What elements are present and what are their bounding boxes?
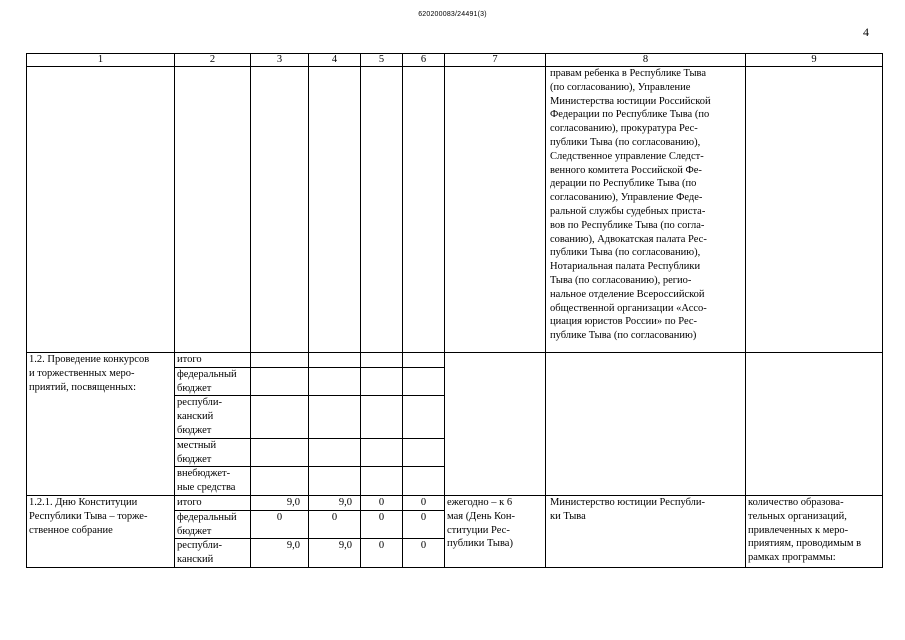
value-cell [361, 353, 403, 368]
text-line: ки Тыва [550, 510, 586, 522]
value-cell: 0 [361, 510, 403, 539]
cont-cell-7 [445, 67, 546, 353]
header-cell-2: 2 [175, 54, 251, 67]
indicator-cell [746, 495, 883, 567]
funding-source [175, 367, 251, 396]
text-line: дерации по Республике Тыва (по [550, 178, 697, 190]
value-cell [361, 367, 403, 396]
program-table [26, 53, 883, 568]
text-line: республи- [177, 397, 222, 409]
value-cell [403, 396, 445, 438]
header-cell-5: 5 [361, 54, 403, 67]
value-cell [251, 467, 309, 496]
value-cell [403, 467, 445, 496]
text-line: привлеченных к меро- [748, 524, 849, 536]
funding-source [175, 539, 251, 568]
text-line: Тыва (по согласованию), регио- [550, 274, 692, 286]
text-line: согласованию), Управление Феде- [550, 192, 703, 204]
cont-responsible-cell [546, 67, 746, 353]
value-cell: 0 [403, 539, 445, 568]
text-line: сованию), Адвокатская палата Рес- [550, 233, 707, 245]
text-line: 1.2. Проведение конкурсов [29, 354, 150, 365]
funding-source [175, 396, 251, 438]
header-cell-6: 6 [403, 54, 445, 67]
text-line: местный [177, 439, 217, 451]
text-line: публики Тыва (по согласованию), [550, 247, 701, 259]
value-cell [403, 353, 445, 368]
text-line: канский [177, 554, 214, 566]
funding-source [175, 438, 251, 467]
text-line: Министерства юстиции Российской [550, 95, 711, 107]
text-line: ственное собрание [29, 524, 113, 536]
header-cell-9: 9 [746, 54, 883, 67]
value-cell: 9,0 [309, 495, 361, 510]
text-line: приятиям, проводимым в [748, 538, 862, 550]
funding-source [175, 353, 251, 368]
value-cell [309, 396, 361, 438]
text-line: внебюджет- [177, 468, 231, 480]
text-line: канский [177, 411, 214, 423]
text-line: (по согласованию), Управление [550, 81, 691, 93]
value-cell [403, 367, 445, 396]
text-line: публике Тыва (по согласованию) [550, 330, 697, 342]
text-line: ные средства [177, 482, 236, 494]
value-cell: 0 [403, 495, 445, 510]
value-cell [251, 353, 309, 368]
text-line: публики Тыва) [447, 538, 513, 550]
value-cell: 0 [403, 510, 445, 539]
indicator-cell [746, 353, 883, 496]
text-line: Нотариальная палата Республики [550, 261, 701, 273]
section-1-2-1-title [27, 495, 175, 567]
text-line: Республики Тыва – торже- [29, 510, 148, 522]
value-cell: 9,0 [251, 495, 309, 510]
responsible-cell [546, 495, 746, 567]
text-line: федеральный [177, 368, 237, 380]
value-cell [251, 367, 309, 396]
value-cell [361, 438, 403, 467]
text-line: федеральный [177, 511, 237, 523]
text-line: публики Тыва (по согласованию), [550, 136, 701, 148]
text-line: количество образова- [748, 496, 844, 508]
value-cell [361, 467, 403, 496]
text-line: Федерации по Республике Тыва (по [550, 109, 710, 121]
header-row [27, 54, 883, 67]
text-line: и торжественных меро- [29, 367, 135, 379]
funding-source [175, 467, 251, 496]
section-1-2-row-total [27, 353, 883, 368]
section-1-2-title [27, 353, 175, 496]
value-cell [251, 438, 309, 467]
text-line: рамках программы: [748, 552, 836, 564]
value-cell: 9,0 [309, 539, 361, 568]
header-cell-7: 7 [445, 54, 546, 67]
header-cell-3: 3 [251, 54, 309, 67]
text-line: приятий, посвященных: [29, 381, 137, 393]
value-cell: 0 [251, 510, 309, 539]
value-cell [309, 353, 361, 368]
text-line: вов по Республике Тыва (по согла- [550, 219, 705, 231]
text-line: Следственное управление Следст- [550, 150, 704, 162]
funding-source [175, 510, 251, 539]
value-cell: 0 [309, 510, 361, 539]
text-line: бюджет [177, 382, 212, 394]
cont-cell-6 [403, 67, 445, 353]
text-line: итого [177, 496, 202, 508]
value-cell: 0 [361, 539, 403, 568]
cont-cell-1 [27, 67, 175, 353]
text-line: венного комитета Российской Фе- [550, 164, 702, 176]
text-line: тельных организаций, [748, 510, 847, 522]
cont-cell-3 [251, 67, 309, 353]
cont-cell-5 [361, 67, 403, 353]
text-line: Министерство юстиции Республи- [550, 496, 706, 508]
header-cell-4: 4 [309, 54, 361, 67]
document-id: 620200083/24491(3) [418, 11, 487, 18]
deadline-cell [445, 495, 546, 567]
text-line: нальное отделение Всероссийской [550, 288, 705, 300]
value-cell [251, 396, 309, 438]
text-line: итого [177, 354, 202, 365]
responsible-cell [546, 353, 746, 496]
value-cell [309, 438, 361, 467]
value-cell [361, 396, 403, 438]
text-line: ежегодно – к 6 [447, 496, 513, 508]
value-cell [309, 467, 361, 496]
deadline-cell [445, 353, 546, 496]
text-line: согласованию), прокуратура Рес- [550, 123, 698, 135]
value-cell: 9,0 [251, 539, 309, 568]
text-line: 1.2.1. Дню Конституции [29, 496, 138, 508]
value-cell [309, 367, 361, 396]
page-number: 4 [863, 25, 869, 39]
text-line: правам ребенка в Республике Тыва [550, 68, 706, 79]
text-line: общественной организации «Ассо- [550, 302, 707, 314]
cont-cell-4 [309, 67, 361, 353]
cont-cell-9 [746, 67, 883, 353]
text-line: республи- [177, 540, 222, 552]
text-line: бюджет [177, 453, 212, 465]
text-line: циация юристов России» по Рес- [550, 316, 698, 328]
text-line: мая (День Кон- [447, 510, 516, 522]
header-cell-8: 8 [546, 54, 746, 67]
text-line: ральной службы судебных приста- [550, 205, 706, 217]
continuation-row [27, 67, 883, 353]
text-line: ституции Рес- [447, 524, 510, 536]
header-cell-1: 1 [27, 54, 175, 67]
text-line: бюджет [177, 424, 212, 436]
value-cell [403, 438, 445, 467]
value-cell: 0 [361, 495, 403, 510]
text-line: бюджет [177, 525, 212, 537]
funding-source [175, 495, 251, 510]
section-1-2-1-row-total [27, 495, 883, 510]
cont-cell-2 [175, 67, 251, 353]
